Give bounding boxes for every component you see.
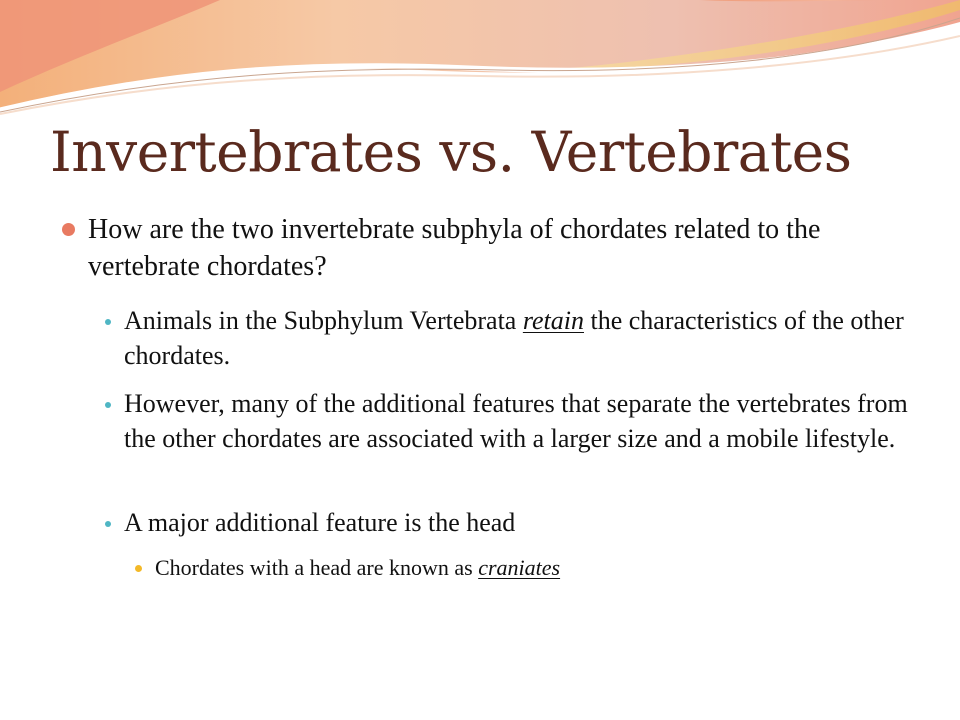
slide-title: Invertebrates vs. Vertebrates bbox=[50, 120, 852, 184]
bullet-level2-text-1 bbox=[124, 303, 914, 373]
bullet-level1-text: How are the two invertebrate subphyla of chordates related to the vertebrate chordates? bbox=[88, 214, 821, 282]
bullet-text-segment: Animals in the Subphylum Vertebrata bbox=[124, 306, 523, 335]
emphasized-term-craniates: craniates bbox=[478, 555, 561, 580]
bullet-text-segment: Chordates with a head are known as bbox=[155, 555, 479, 580]
bullet-level2-text-3: A major additional feature is the head bbox=[124, 508, 516, 537]
bullet-level1-icon bbox=[62, 223, 75, 236]
bullet-level2-icon bbox=[105, 402, 111, 408]
bullet-level3-icon bbox=[135, 565, 142, 572]
bullet-level3-text bbox=[155, 553, 915, 583]
bullet-level2-icon bbox=[105, 521, 111, 527]
bullet-level2-icon bbox=[105, 319, 111, 325]
decorative-swoosh-banner bbox=[0, 0, 960, 130]
emphasized-term-retain: retain bbox=[522, 306, 584, 335]
bullet-text-segment: the characteristics of the other chordates. bbox=[124, 306, 904, 370]
bullet-level2-text-2: However, many of the additional features that separate the vertebrates from the other chordates are associated with a larger size and a mobile lifestyle. bbox=[124, 389, 908, 453]
